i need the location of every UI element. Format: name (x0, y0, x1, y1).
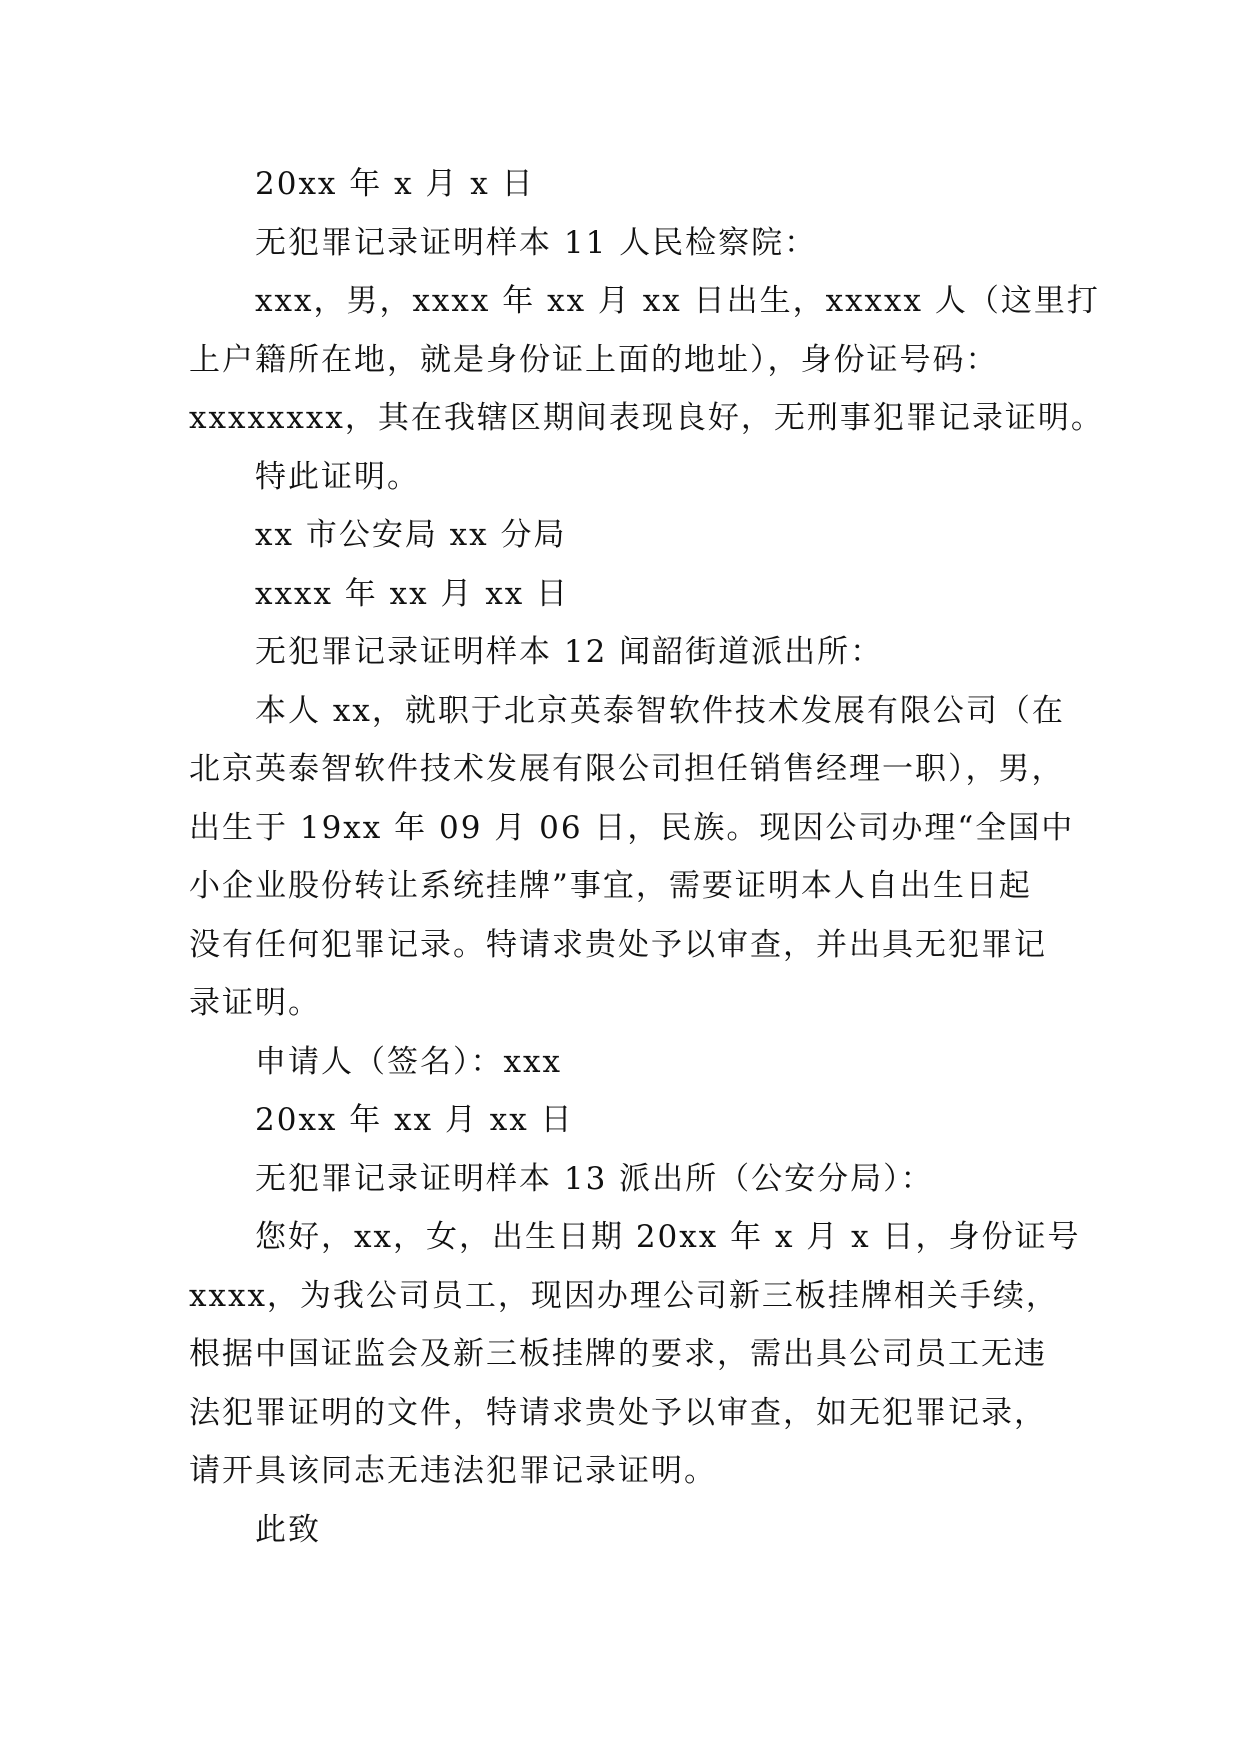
text-line: xxxxxxxx，其在我辖区期间表现良好，无刑事犯罪记录证明。 (189, 400, 1104, 436)
document-body (189, 155, 1104, 1559)
text-line: 小企业股份转让系统挂牌”事宜，需要证明本人自出生日起 (189, 868, 1032, 904)
salutation-closing: 此致 (255, 1511, 321, 1548)
sample-13-heading: 无犯罪记录证明样本 13 派出所（公安分局）： (255, 1160, 934, 1197)
text-line: 北京英泰智软件技术发展有限公司担任销售经理一职），男， (189, 751, 1065, 787)
text-line: 法犯罪证明的文件，特请求贵处予以审查，如无犯罪记录， (189, 1394, 1047, 1431)
closing-statement: 特此证明。 (255, 458, 420, 495)
text-line: 本人 xx，就职于北京英泰智软件技术发展有限公司（在 (255, 692, 1065, 729)
text-line: 没有任何犯罪记录。特请求贵处予以审查，并出具无犯罪记 (189, 926, 1047, 963)
text-line: 根据中国证监会及新三板挂牌的要求，需出具公司员工无违 (189, 1336, 1047, 1372)
text-line: 请开具该同志无违法犯罪记录证明。 (189, 1453, 717, 1489)
text-line: xxx，男，xxxx 年 xx 月 xx 日出生，xxxxx 人（这里打 (255, 283, 1100, 319)
sample-11-body (189, 272, 1104, 448)
date-line-2: xxxx 年 xx 月 xx 日 (255, 575, 570, 612)
text-line: 您好，xx，女，出生日期 20xx 年 x 月 x 日，身份证号 (255, 1219, 1081, 1255)
sample-11-heading: 无犯罪记录证明样本 11 人民检察院： (255, 224, 818, 261)
text-line: 录证明。 (189, 985, 321, 1021)
sample-12-body (189, 682, 1075, 1033)
issuer-line: xx 市公安局 xx 分局 (255, 517, 567, 553)
date-line-3: 20xx 年 xx 月 xx 日 (255, 1102, 574, 1138)
date-line-1: 20xx 年 x 月 x 日 (255, 166, 535, 202)
text-line: 出生于 19xx 年 09 月 06 日，民族。现因公司办理“全国中 (189, 809, 1075, 846)
text-line: 上户籍所在地，就是身份证上面的地址），身份证号码： (189, 341, 999, 378)
applicant-signature-line: 申请人（签名）：xxx (255, 1043, 562, 1080)
sample-13-body (189, 1208, 1081, 1501)
sample-12-heading: 无犯罪记录证明样本 12 闻韶街道派出所： (255, 634, 884, 670)
text-line: xxxx，为我公司员工，现因办理公司新三板挂牌相关手续， (189, 1277, 1059, 1314)
